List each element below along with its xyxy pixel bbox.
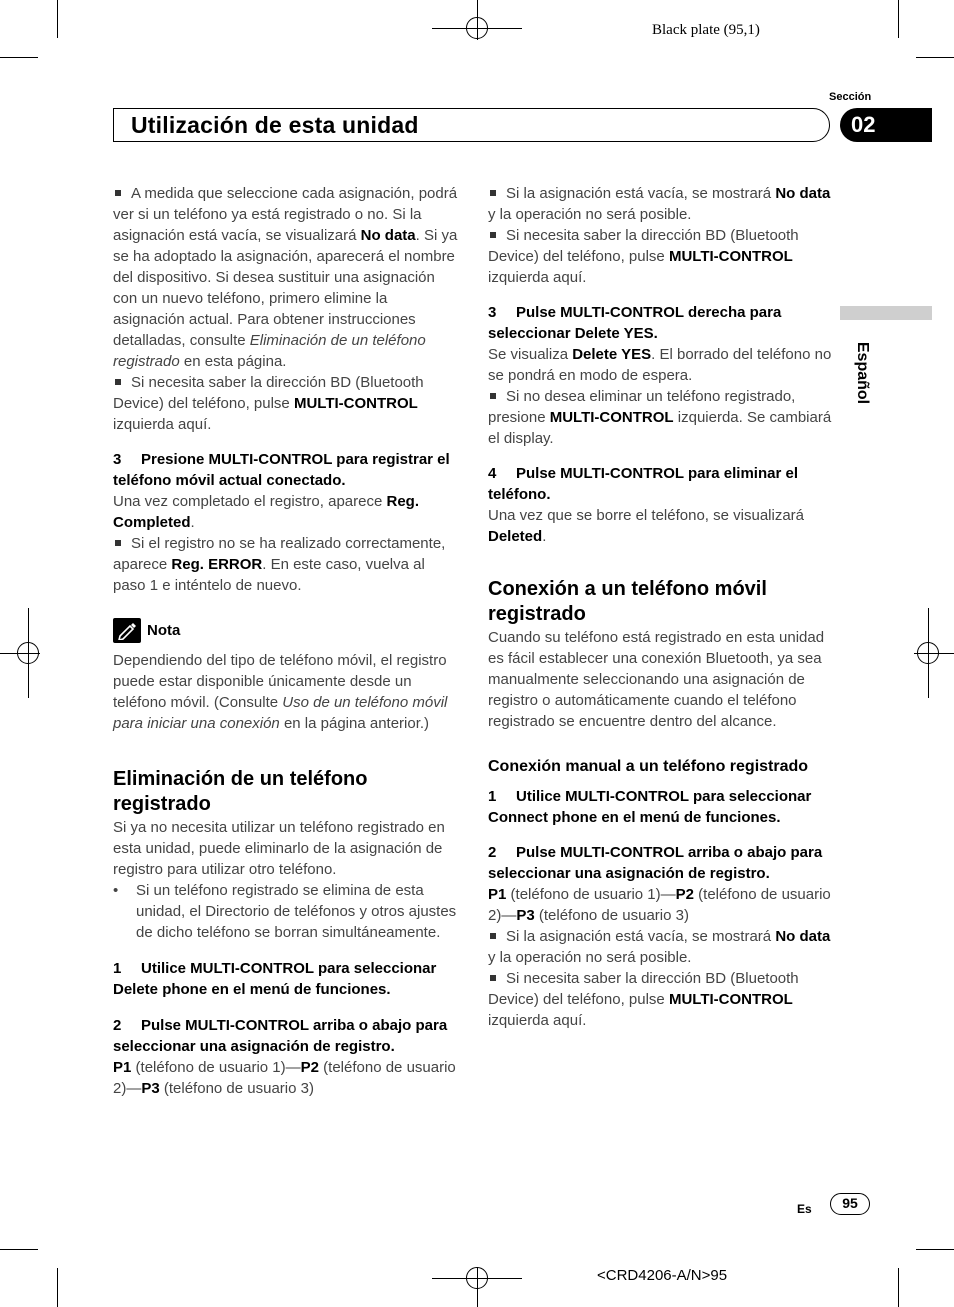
crop-mark [916, 1249, 954, 1250]
note-header [113, 618, 458, 643]
square-bullet-icon [115, 540, 121, 546]
square-bullet-icon [490, 232, 496, 238]
paragraph: Cuando su teléfono está registrado en esta unidad es fácil establecer una conexión Bluetooth, ya sea manualmente seleccionando una asignación de registro o automáticamente cuando el teléfono registrado se encuentre dentro del alcance. [488, 629, 825, 730]
square-bullet-icon [490, 975, 496, 981]
bullet-item: Si la asignación está vacía, se mostrará No data y la operación no será posible. [488, 185, 831, 223]
document-code: <CRD4206-A/N>95 [597, 1267, 728, 1284]
square-bullet-icon [490, 933, 496, 939]
step-heading: 3 Pulse MULTI-CONTROL derecha para seleccionar Delete YES. [488, 304, 782, 342]
registration-mark-v [928, 608, 929, 698]
page-number: 95 [830, 1193, 870, 1215]
bullet-item: Si el registro no se ha realizado correctamente, aparece Reg. ERROR. En este caso, vuelva al paso 1 e inténtelo de nuevo. [113, 535, 446, 594]
page-title: Utilización de esta unidad [131, 112, 419, 138]
crop-mark [57, 0, 58, 38]
bullet-item: • Si un teléfono registrado se elimina de esta unidad, el Directorio de teléfonos y otros ajustes de dicho teléfono se borran simultáneamente. [113, 882, 457, 941]
bullet-item: Si la asignación está vacía, se mostrará No data y la operación no será posible. [488, 928, 831, 966]
bullet-item: Si no desea eliminar un teléfono registrado, presione MULTI-CONTROL izquierda. Se cambiará el display. [488, 388, 832, 447]
footer-language: Es [797, 1202, 812, 1216]
crop-mark [0, 1249, 38, 1250]
note-label: Nota [147, 622, 181, 639]
bullet-item: Si necesita saber la dirección BD (Bluetooth Device) del teléfono, pulse MULTI-CONTROL izquierda aquí. [113, 374, 424, 433]
bullet-item: Si necesita saber la dirección BD (Bluetooth Device) del teléfono, pulse MULTI-CONTROL izquierda aquí. [488, 970, 799, 1029]
left-column [113, 183, 458, 1099]
step-description: P1 (teléfono de usuario 1)—P2 (teléfono de usuario 2)—P3 (teléfono de usuario 3) [488, 886, 831, 924]
registration-mark-v [477, 1267, 478, 1307]
step-description: Una vez completado el registro, aparece Reg. Completed. [113, 493, 419, 531]
crop-mark [57, 1268, 58, 1307]
bullet-item: A medida que seleccione cada asignación, podrá ver si un teléfono ya está registrado o no. Si la asignación está vacía, se visualizará No data. Si ya se ha adoptado la asignación, aparecerá el nombre del dispositivo. Si desea sustituir una asignación con un nuevo teléfono, primero elimine la asignación actual. Para obtener instrucciones detalladas, consulte Eliminación de un teléfono registrado en esta página. [113, 185, 458, 370]
registration-mark-v [477, 0, 478, 40]
dot-bullet-icon: • [113, 882, 119, 899]
step-heading: 3 Presione MULTI-CONTROL para registrar el teléfono móvil actual conectado. [113, 451, 450, 489]
section-heading: Eliminación de un teléfono registrado [113, 768, 368, 815]
square-bullet-icon [115, 379, 121, 385]
step-heading: 1 Utilice MULTI-CONTROL para seleccionar Delete phone en el menú de funciones. [113, 960, 437, 998]
square-bullet-icon [115, 190, 121, 196]
section-heading: Conexión a un teléfono móvil registrado [488, 578, 767, 625]
step-heading: 2 Pulse MULTI-CONTROL arriba o abajo para seleccionar una asignación de registro. [113, 1017, 448, 1055]
paragraph: Si ya no necesita utilizar un teléfono registrado en esta unidad, puede eliminarlo de la asignación de registro para utilizar otro teléfono. [113, 819, 445, 878]
registration-mark-v [28, 608, 29, 698]
step-heading: 2 Pulse MULTI-CONTROL arriba o abajo para seleccionar una asignación de registro. [488, 844, 823, 882]
square-bullet-icon [490, 393, 496, 399]
step-description: Una vez que se borre el teléfono, se visualizará Deleted. [488, 507, 805, 545]
bullet-item: Si necesita saber la dirección BD (Bluetooth Device) del teléfono, pulse MULTI-CONTROL izquierda aquí. [488, 227, 799, 286]
plate-label: Black plate (95,1) [652, 22, 760, 38]
crop-mark [0, 57, 38, 58]
step-description: Se visualiza Delete YES. El borrado del teléfono no se pondrá en modo de espera. [488, 346, 832, 384]
subsection-heading: Conexión manual a un teléfono registrado [488, 758, 809, 775]
crop-mark [898, 0, 899, 38]
registration-mark-h [914, 653, 954, 654]
header-bar [113, 108, 830, 142]
language-label: Español [854, 341, 871, 405]
square-bullet-icon [490, 190, 496, 196]
step-heading: 4 Pulse MULTI-CONTROL para eliminar el teléfono. [488, 465, 798, 503]
right-column [488, 183, 833, 1031]
section-number: 02 [840, 108, 932, 142]
crop-mark [916, 57, 954, 58]
pencil-icon [113, 618, 141, 643]
note-text: Dependiendo del tipo de teléfono móvil, el registro puede estar disponible únicamente desde un teléfono móvil. (Consulte Uso de un teléfono móvil para iniciar una conexión en la página anterior.) [113, 652, 448, 732]
step-description: P1 (teléfono de usuario 1)—P2 (teléfono de usuario 2)—P3 (teléfono de usuario 3) [113, 1059, 456, 1097]
language-tab [840, 306, 932, 320]
step-heading: 1 Utilice MULTI-CONTROL para seleccionar Connect phone en el menú de funciones. [488, 788, 812, 826]
section-label: Sección [829, 91, 872, 103]
registration-mark-h [0, 653, 40, 654]
crop-mark [898, 1268, 899, 1307]
